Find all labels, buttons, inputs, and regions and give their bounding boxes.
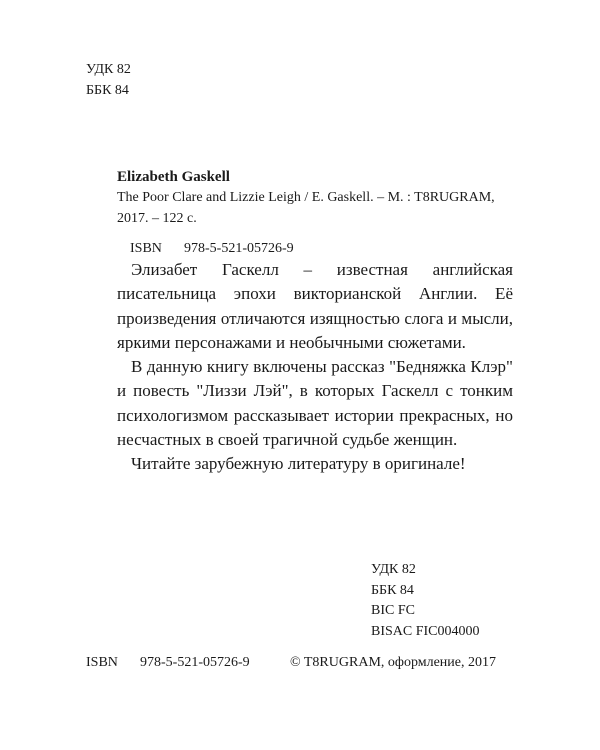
udk-code-bottom: УДК 82 xyxy=(371,562,416,577)
classification-codes-top xyxy=(86,60,131,102)
isbn-footer-number: 978-5-521-05726-9 xyxy=(140,655,250,670)
copyright-notice: © T8RUGRAM, оформление, 2017 xyxy=(290,655,497,670)
bibliographic-record xyxy=(117,187,517,229)
bibliographic-line-1: The Poor Clare and Lizzie Leigh / E. Gaskell. – M. : T8RUGRAM, xyxy=(117,190,495,205)
isbn-record xyxy=(130,239,294,259)
description-paragraph-2: В данную книгу включены рассказ "Бедняжка Клэр" и повесть "Лиззи Лэй", в которых Гаскелл с тонким психологизмом рассказывает истории прекрасных, но несчастных в своей трагичной судьбе женщин. xyxy=(117,357,513,450)
description-paragraph-1: Элизабет Гаскелл – известная английская писательница эпохи викторианской Англии. Её произведения отличаются изящностью слога и мысли, яркими персонажами и необычными сюжетами. xyxy=(117,260,513,352)
author-name: Elizabeth Gaskell xyxy=(117,169,230,185)
isbn-label: ISBN xyxy=(130,241,162,256)
udk-code: УДК 82 xyxy=(86,62,131,77)
bisac-code: BISAC FIC004000 xyxy=(371,623,480,639)
bbk-code: ББК 84 xyxy=(86,83,129,98)
bic-code: BIC FC xyxy=(371,603,415,618)
bibliographic-line-2: 2017. – 122 c. xyxy=(117,211,197,226)
classification-codes-bottom xyxy=(371,560,480,642)
isbn-footer-label: ISBN xyxy=(86,655,118,670)
book-description xyxy=(117,258,513,477)
isbn-footer xyxy=(86,653,250,673)
bbk-code-bottom: ББК 84 xyxy=(371,582,414,598)
description-call-to-action: Читайте зарубежную литературу в оригинале! xyxy=(131,454,466,474)
isbn-number: 978-5-521-05726-9 xyxy=(184,241,294,256)
